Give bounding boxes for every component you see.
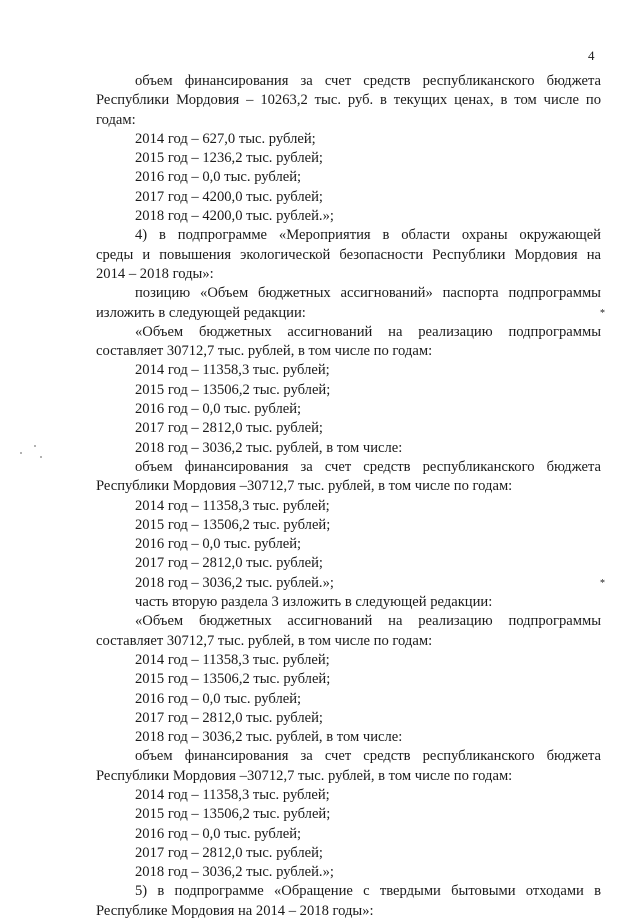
- text-line: 2017 год – 2812,0 тыс. рублей;: [135, 844, 323, 861]
- text-line: «Объем бюджетных ассигнований на реализацию подпрограммы: [135, 613, 601, 630]
- text-line: 2015 год – 13506,2 тыс. рублей;: [135, 516, 331, 533]
- document-body: [96, 72, 601, 921]
- text-line: объем финансирования за счет средств республиканского бюджета: [135, 458, 601, 475]
- text-line: 2017 год – 2812,0 тыс. рублей;: [135, 709, 323, 726]
- text-line: 2016 год – 0,0 тыс. рублей;: [135, 169, 302, 186]
- footnote-mark: *: [600, 578, 605, 589]
- text-line: составляет 30712,7 тыс. рублей, в том числе по годам:: [96, 632, 433, 649]
- text-line: 2014 год – 11358,3 тыс. рублей;: [135, 497, 330, 514]
- text-line: 2016 год – 0,0 тыс. рублей;: [135, 401, 302, 418]
- text-line: объем финансирования за счет средств республиканского бюджета: [135, 73, 601, 89]
- text-line: 2017 год – 2812,0 тыс. рублей;: [135, 420, 323, 437]
- text-line: 2014 – 2018 годы»:: [96, 265, 214, 282]
- text-line: 2014 год – 11358,3 тыс. рублей;: [135, 786, 330, 803]
- page-number: 4: [588, 48, 595, 63]
- scan-speck: [20, 452, 22, 454]
- text-line: 2018 год – 3036,2 тыс. рублей, в том числе:: [135, 729, 403, 746]
- text-line: 2018 год – 3036,2 тыс. рублей.»;: [135, 864, 334, 881]
- text-line: «Объем бюджетных ассигнований на реализацию подпрограммы: [135, 323, 601, 340]
- text-line: часть вторую раздела 3 изложить в следующей редакции:: [135, 594, 493, 611]
- text-line: позицию «Объем бюджетных ассигнований» паспорта подпрограммы: [135, 285, 601, 302]
- text-line: 2014 год – 627,0 тыс. рублей;: [135, 130, 316, 147]
- text-line: годам:: [96, 111, 136, 128]
- text-line: 2014 год – 11358,3 тыс. рублей;: [135, 651, 330, 668]
- text-line: Республики Мордовия – 10263,2 тыс. руб. в текущих ценах, в том числе по: [96, 92, 601, 109]
- text-line: 2018 год – 4200,0 тыс. рублей.»;: [135, 208, 334, 225]
- text-line: 2017 год – 4200,0 тыс. рублей;: [135, 188, 323, 205]
- text-line: 2014 год – 11358,3 тыс. рублей;: [135, 362, 330, 379]
- text-line: 2017 год – 2812,0 тыс. рублей;: [135, 555, 323, 572]
- text-line: 4) в подпрограмме «Мероприятия в области охраны окружающей: [135, 227, 601, 244]
- text-line: среды и повышения экологической безопасности Республики Мордовия на: [96, 246, 601, 263]
- text-line: 2016 год – 0,0 тыс. рублей;: [135, 536, 302, 553]
- text-line: 2015 год – 13506,2 тыс. рублей;: [135, 381, 331, 398]
- text-line: Республики Мордовия –30712,7 тыс. рублей, в том числе по годам:: [96, 478, 513, 495]
- text-line: 2018 год – 3036,2 тыс. рублей.»;: [135, 574, 334, 591]
- text-line: объем финансирования за счет средств республиканского бюджета: [135, 748, 601, 765]
- text-line: 2015 год – 1236,2 тыс. рублей;: [135, 150, 323, 167]
- text-line: Республики Мордовия –30712,7 тыс. рублей, в том числе по годам:: [96, 767, 513, 784]
- text-line: 2018 год – 3036,2 тыс. рублей, в том числе:: [135, 439, 403, 456]
- scan-speck: [34, 445, 36, 447]
- text-line: 2016 год – 0,0 тыс. рублей;: [135, 690, 302, 707]
- text-line: Республике Мордовия на 2014 – 2018 годы»:: [96, 902, 374, 919]
- text-line: 2015 год – 13506,2 тыс. рублей;: [135, 671, 331, 688]
- footnote-mark: *: [600, 308, 605, 319]
- text-line: изложить в следующей редакции:: [96, 304, 306, 321]
- text-line: составляет 30712,7 тыс. рублей, в том числе по годам:: [96, 343, 433, 360]
- text-line: 2016 год – 0,0 тыс. рублей;: [135, 825, 302, 842]
- scan-speck: [40, 456, 42, 458]
- text-line: 5) в подпрограмме «Обращение с твердыми бытовыми отходами в: [135, 883, 601, 900]
- text-line: 2015 год – 13506,2 тыс. рублей;: [135, 806, 331, 823]
